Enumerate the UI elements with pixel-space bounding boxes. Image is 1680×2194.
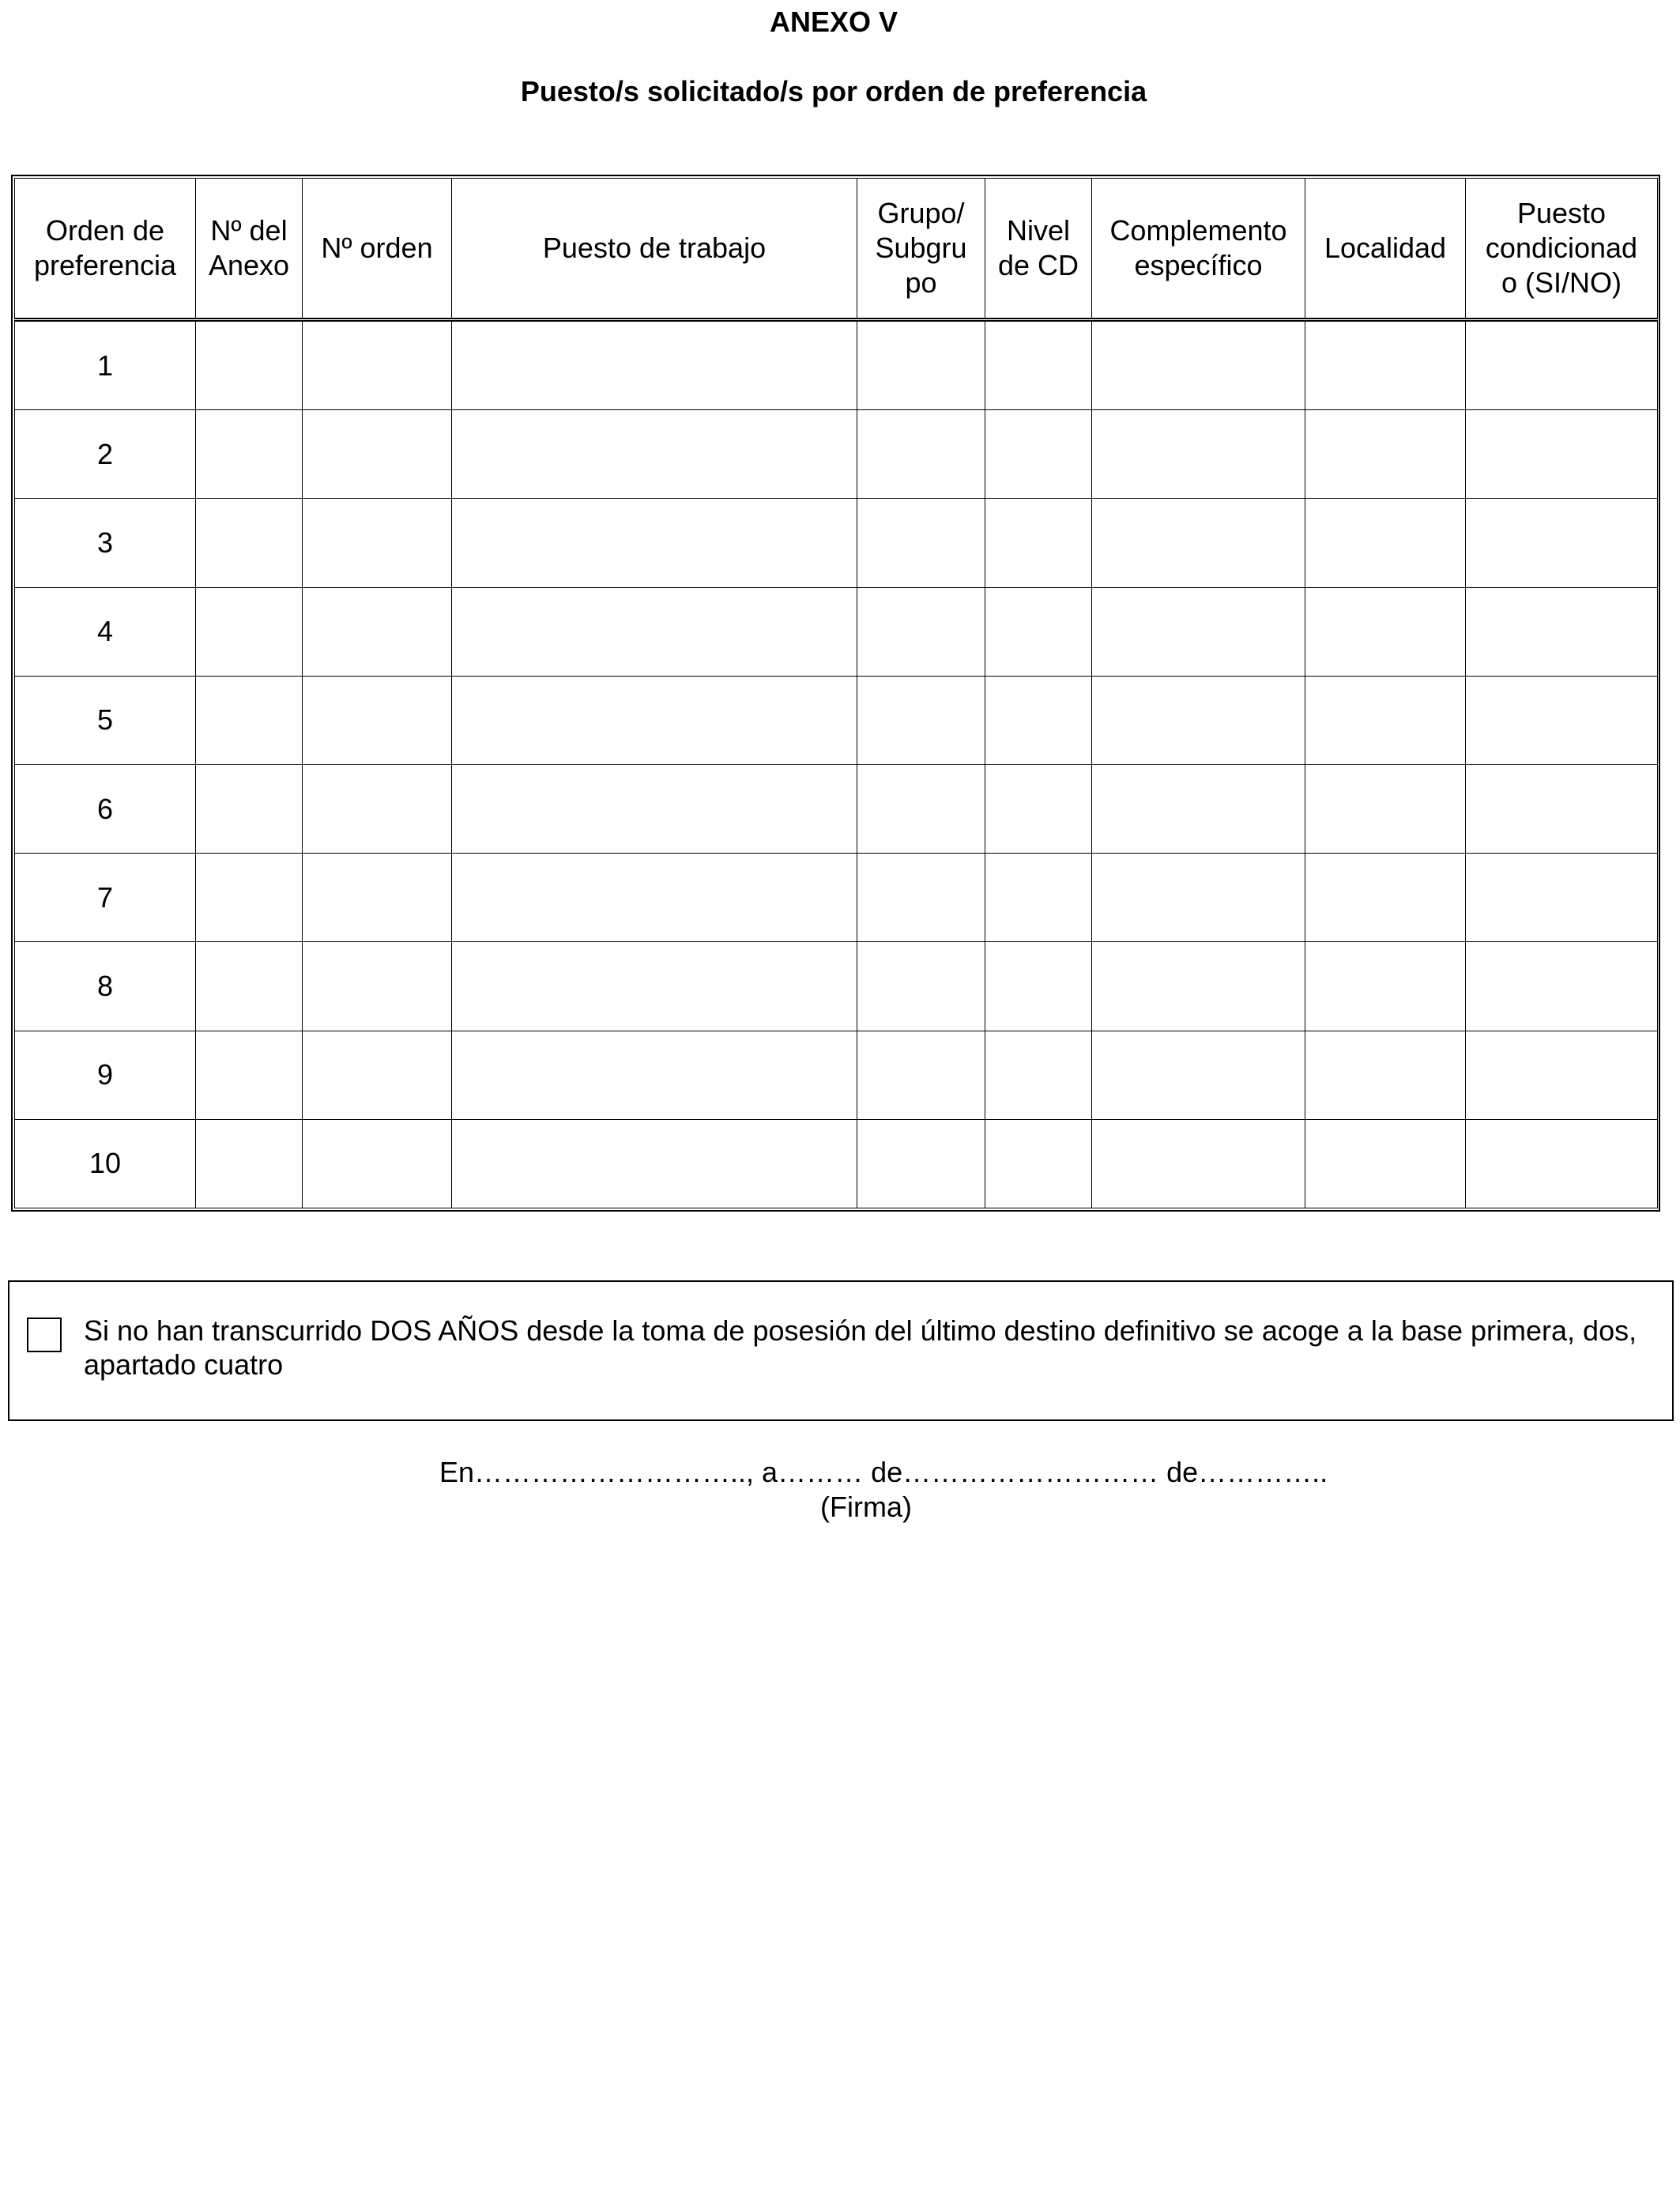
empty-entry-cell[interactable] xyxy=(1305,854,1466,942)
document-title: ANEXO V xyxy=(769,6,898,38)
two-years-checkbox[interactable] xyxy=(27,1318,62,1352)
empty-entry-cell[interactable] xyxy=(1466,320,1658,410)
empty-entry-cell[interactable] xyxy=(985,854,1092,942)
empty-entry-cell[interactable] xyxy=(452,764,857,853)
preference-number-cell: 4 xyxy=(15,587,196,676)
empty-entry-cell[interactable] xyxy=(196,854,303,942)
column-header: Localidad xyxy=(1305,179,1466,320)
table-row xyxy=(15,1119,1658,1208)
empty-entry-cell[interactable] xyxy=(857,320,985,410)
empty-entry-cell[interactable] xyxy=(857,942,985,1031)
empty-entry-cell[interactable] xyxy=(985,764,1092,853)
empty-entry-cell[interactable] xyxy=(857,410,985,499)
empty-entry-cell[interactable] xyxy=(1092,764,1305,853)
empty-entry-cell[interactable] xyxy=(1305,320,1466,410)
empty-entry-cell[interactable] xyxy=(1466,1119,1658,1208)
empty-entry-cell[interactable] xyxy=(1092,499,1305,587)
preference-number-cell: 9 xyxy=(15,1031,196,1119)
empty-entry-cell[interactable] xyxy=(452,1119,857,1208)
preference-number-cell: 5 xyxy=(15,676,196,764)
empty-entry-cell[interactable] xyxy=(985,499,1092,587)
column-header: Complemento específico xyxy=(1092,179,1305,320)
empty-entry-cell[interactable] xyxy=(1092,676,1305,764)
empty-entry-cell[interactable] xyxy=(985,1119,1092,1208)
column-header: Nº orden xyxy=(303,179,452,320)
empty-entry-cell[interactable] xyxy=(857,1119,985,1208)
empty-entry-cell[interactable] xyxy=(1092,942,1305,1031)
empty-entry-cell[interactable] xyxy=(303,942,452,1031)
table-row xyxy=(15,942,1658,1031)
empty-entry-cell[interactable] xyxy=(303,499,452,587)
table-row xyxy=(15,764,1658,853)
document-subtitle: Puesto/s solicitado/s por orden de preferencia xyxy=(520,75,1147,107)
empty-entry-cell[interactable] xyxy=(1466,764,1658,853)
column-header: Puesto de trabajo xyxy=(452,179,857,320)
empty-entry-cell[interactable] xyxy=(1305,676,1466,764)
table-row xyxy=(15,320,1658,410)
empty-entry-cell[interactable] xyxy=(1466,942,1658,1031)
table-row xyxy=(15,854,1658,942)
empty-entry-cell[interactable] xyxy=(452,942,857,1031)
column-header: Puesto condicionad o (SI/NO) xyxy=(1466,179,1658,320)
empty-entry-cell[interactable] xyxy=(196,1119,303,1208)
empty-entry-cell[interactable] xyxy=(1092,410,1305,499)
empty-entry-cell[interactable] xyxy=(985,1031,1092,1119)
empty-entry-cell[interactable] xyxy=(1466,1031,1658,1119)
empty-entry-cell[interactable] xyxy=(857,676,985,764)
empty-entry-cell[interactable] xyxy=(303,1031,452,1119)
preference-number-cell: 3 xyxy=(15,499,196,587)
empty-entry-cell[interactable] xyxy=(452,676,857,764)
empty-entry-cell[interactable] xyxy=(1092,320,1305,410)
preferences-table-frame xyxy=(11,175,1660,1212)
empty-entry-cell[interactable] xyxy=(196,764,303,853)
preference-number-cell: 1 xyxy=(15,320,196,410)
table-row xyxy=(15,410,1658,499)
empty-entry-cell[interactable] xyxy=(985,320,1092,410)
preference-number-cell: 6 xyxy=(15,764,196,853)
empty-entry-cell[interactable] xyxy=(857,1031,985,1119)
table-body xyxy=(15,320,1658,1208)
empty-entry-cell[interactable] xyxy=(196,1031,303,1119)
table-header-row xyxy=(15,179,1658,320)
preferences-table xyxy=(14,178,1658,1208)
empty-entry-cell[interactable] xyxy=(303,587,452,676)
empty-entry-cell[interactable] xyxy=(303,410,452,499)
empty-entry-cell[interactable] xyxy=(1305,764,1466,853)
empty-entry-cell[interactable] xyxy=(1466,854,1658,942)
empty-entry-cell[interactable] xyxy=(1466,587,1658,676)
signature-label: (Firma) xyxy=(820,1491,912,1523)
empty-entry-cell[interactable] xyxy=(196,676,303,764)
column-header: Nivel de CD xyxy=(985,179,1092,320)
empty-entry-cell[interactable] xyxy=(196,499,303,587)
empty-entry-cell[interactable] xyxy=(1305,942,1466,1031)
signature-place-date-line: En……………………….., a……… de……………………… de………….. xyxy=(439,1456,1328,1488)
empty-entry-cell[interactable] xyxy=(452,854,857,942)
empty-entry-cell[interactable] xyxy=(196,942,303,1031)
empty-entry-cell[interactable] xyxy=(1305,1031,1466,1119)
empty-entry-cell[interactable] xyxy=(196,587,303,676)
empty-entry-cell[interactable] xyxy=(857,764,985,853)
table-row xyxy=(15,499,1658,587)
empty-entry-cell[interactable] xyxy=(1305,587,1466,676)
empty-entry-cell[interactable] xyxy=(303,1119,452,1208)
empty-entry-cell[interactable] xyxy=(1092,587,1305,676)
empty-entry-cell[interactable] xyxy=(1466,410,1658,499)
empty-entry-cell[interactable] xyxy=(196,410,303,499)
empty-entry-cell[interactable] xyxy=(452,587,857,676)
table-row xyxy=(15,676,1658,764)
empty-entry-cell[interactable] xyxy=(1466,676,1658,764)
table-row xyxy=(15,1031,1658,1119)
empty-entry-cell[interactable] xyxy=(452,410,857,499)
empty-entry-cell[interactable] xyxy=(985,676,1092,764)
empty-entry-cell[interactable] xyxy=(1092,854,1305,942)
column-header: Nº del Anexo xyxy=(196,179,303,320)
empty-entry-cell[interactable] xyxy=(1092,1031,1305,1119)
empty-entry-cell[interactable] xyxy=(857,587,985,676)
empty-entry-cell[interactable] xyxy=(857,854,985,942)
two-years-note-box xyxy=(8,1280,1674,1421)
preference-number-cell: 2 xyxy=(15,410,196,499)
empty-entry-cell[interactable] xyxy=(985,942,1092,1031)
empty-entry-cell[interactable] xyxy=(196,320,303,410)
empty-entry-cell[interactable] xyxy=(303,320,452,410)
empty-entry-cell[interactable] xyxy=(452,320,857,410)
two-years-note-text: Si no han transcurrido DOS AÑOS desde la toma de posesión del último destino definitivo se acoge a la base primera, dos, apartado cuatro xyxy=(84,1314,1637,1381)
empty-entry-cell[interactable] xyxy=(303,764,452,853)
preference-number-cell: 8 xyxy=(15,942,196,1031)
column-header: Orden de preferencia xyxy=(15,179,196,320)
column-header: Grupo/ Subgru po xyxy=(857,179,985,320)
empty-entry-cell[interactable] xyxy=(303,854,452,942)
empty-entry-cell[interactable] xyxy=(1305,410,1466,499)
empty-entry-cell[interactable] xyxy=(1305,1119,1466,1208)
empty-entry-cell[interactable] xyxy=(1092,1119,1305,1208)
empty-entry-cell[interactable] xyxy=(1305,499,1466,587)
empty-entry-cell[interactable] xyxy=(452,499,857,587)
empty-entry-cell[interactable] xyxy=(452,1031,857,1119)
table-row xyxy=(15,587,1658,676)
empty-entry-cell[interactable] xyxy=(303,676,452,764)
empty-entry-cell[interactable] xyxy=(857,499,985,587)
preference-number-cell: 10 xyxy=(15,1119,196,1208)
empty-entry-cell[interactable] xyxy=(985,410,1092,499)
preference-number-cell: 7 xyxy=(15,854,196,942)
empty-entry-cell[interactable] xyxy=(985,587,1092,676)
empty-entry-cell[interactable] xyxy=(1466,499,1658,587)
